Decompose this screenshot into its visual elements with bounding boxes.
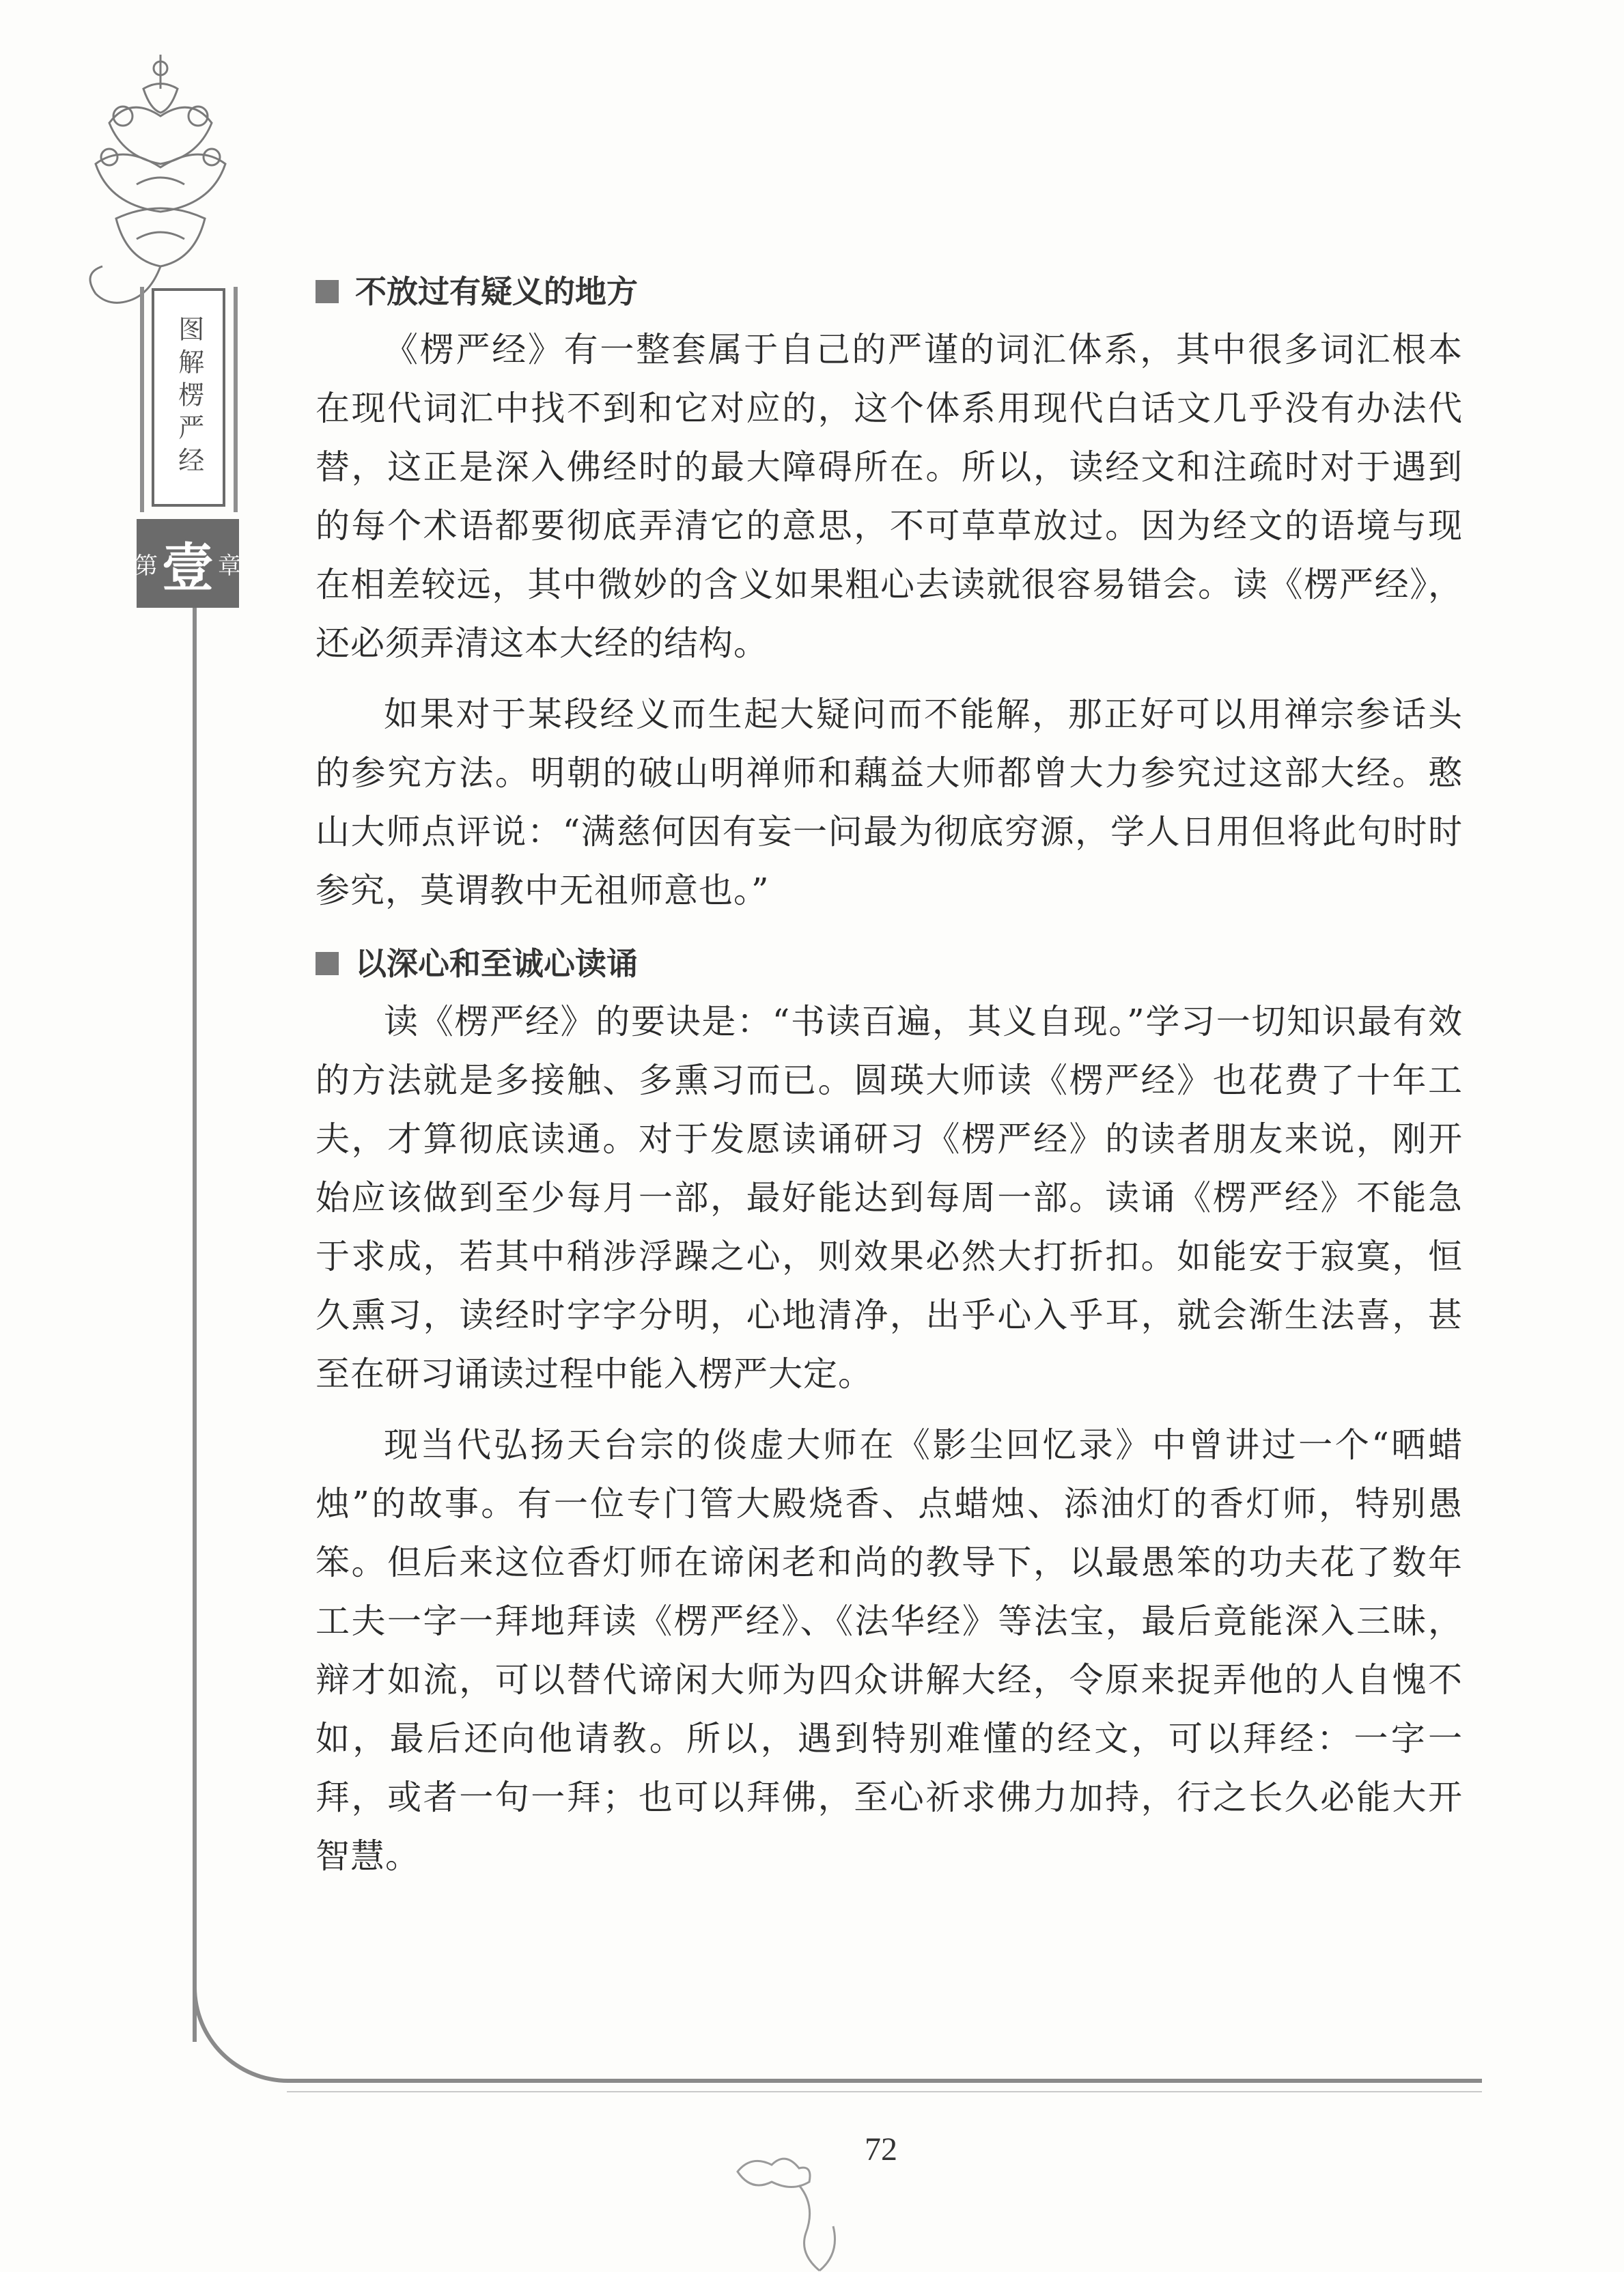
frame-line-bottom (287, 2079, 1482, 2083)
paragraph: 如果对于某段经义而生起大疑问而不能解，那正好可以用禅宗参话头的参究方法。明朝的破山明禅师和藕益大师都曾大力参究过这部大经。憨山大师点评说：“满慈何因有妄一问最为彻底穷源，学人日用但将此句时时参究，莫谓教中无祖师意也。” (316, 695, 1463, 910)
paragraph: 读《楞严经》的要诀是：“书读百遍，其义自现。”学习一切知识最有效的方法就是多接触、多熏习而已。圆瑛大师读《楞严经》也花费了十年工夫，才算彻底读通。对于发愿读诵研习《楞严经》的读者朋友来说，刚开始应该做到至少每月一部，最好能达到每周一部。读诵《楞严经》不能急于求成，若其中稍涉浮躁之心，则效果必然大打折扣。如能安于寂寞，恒久熏习，读经时字字分明，心地清净，出乎心入乎耳，就会渐生法喜，甚至在研习诵读过程中能入楞严大定。 (316, 1002, 1463, 1394)
section-heading-text: 不放过有疑义的地方 (355, 273, 638, 310)
main-content (316, 263, 1463, 1885)
section-heading (316, 935, 1463, 992)
section-2 (316, 935, 1463, 1885)
chapter-tab (137, 519, 239, 608)
book-title-box (152, 288, 225, 507)
chapter-suffix: 章 (218, 552, 241, 580)
chapter-number: 壹 (162, 537, 214, 598)
frame-line-left (193, 608, 197, 2042)
section-heading-text: 以深心和至诚心读诵 (355, 945, 638, 982)
paragraph: 《楞严经》有一整套属于自己的严谨的词汇体系，其中很多词汇根本在现代词汇中找不到和它对应的，这个体系用现代白话文几乎没有办法代替，这正是深入佛经时的最大障碍所在。所以，读经文和注疏时对于遇到的每个术语都要彻底弄清它的意思，不可草草放过。因为经文的语境与现在相差较远，其中微妙的含义如果粗心去读就很容易错会。读《楞严经》，还必须弄清这本大经的结构。 (316, 330, 1463, 663)
frame-line-bottom-thin (287, 2091, 1482, 2092)
page-number: 72 (865, 2131, 897, 2168)
section-heading (316, 263, 1463, 320)
sidebar-rail-right (234, 287, 238, 512)
section-1 (316, 263, 1463, 920)
sidebar-rail-left (140, 287, 144, 512)
paragraph: 现当代弘扬天台宗的倓虚大师在《影尘回忆录》中曾讲过一个“晒蜡烛”的故事。有一位专门管大殿烧香、点蜡烛、添油灯的香灯师，特别愚笨。但后来这位香灯师在谛闲老和尚的教导下，以最愚笨的功夫花了数年工夫一字一拜地拜读《楞严经》、《法华经》等法宝，最后竟能深入三昧，辩才如流，可以替代谛闲大师为四众讲解大经，令原来捉弄他的人自愧不如，最后还向他请教。所以，遇到特别难懂的经文，可以拜经：一字一拜，或者一句一拜；也可以拜佛，至心祈求佛力加持，行之长久必能大开智慧。 (316, 1425, 1463, 1876)
book-title: 图解楞严经 (173, 315, 204, 479)
frame-corner (193, 1980, 295, 2083)
square-bullet-icon (316, 280, 339, 303)
square-bullet-icon (316, 952, 339, 975)
chapter-prefix: 第 (135, 552, 158, 580)
